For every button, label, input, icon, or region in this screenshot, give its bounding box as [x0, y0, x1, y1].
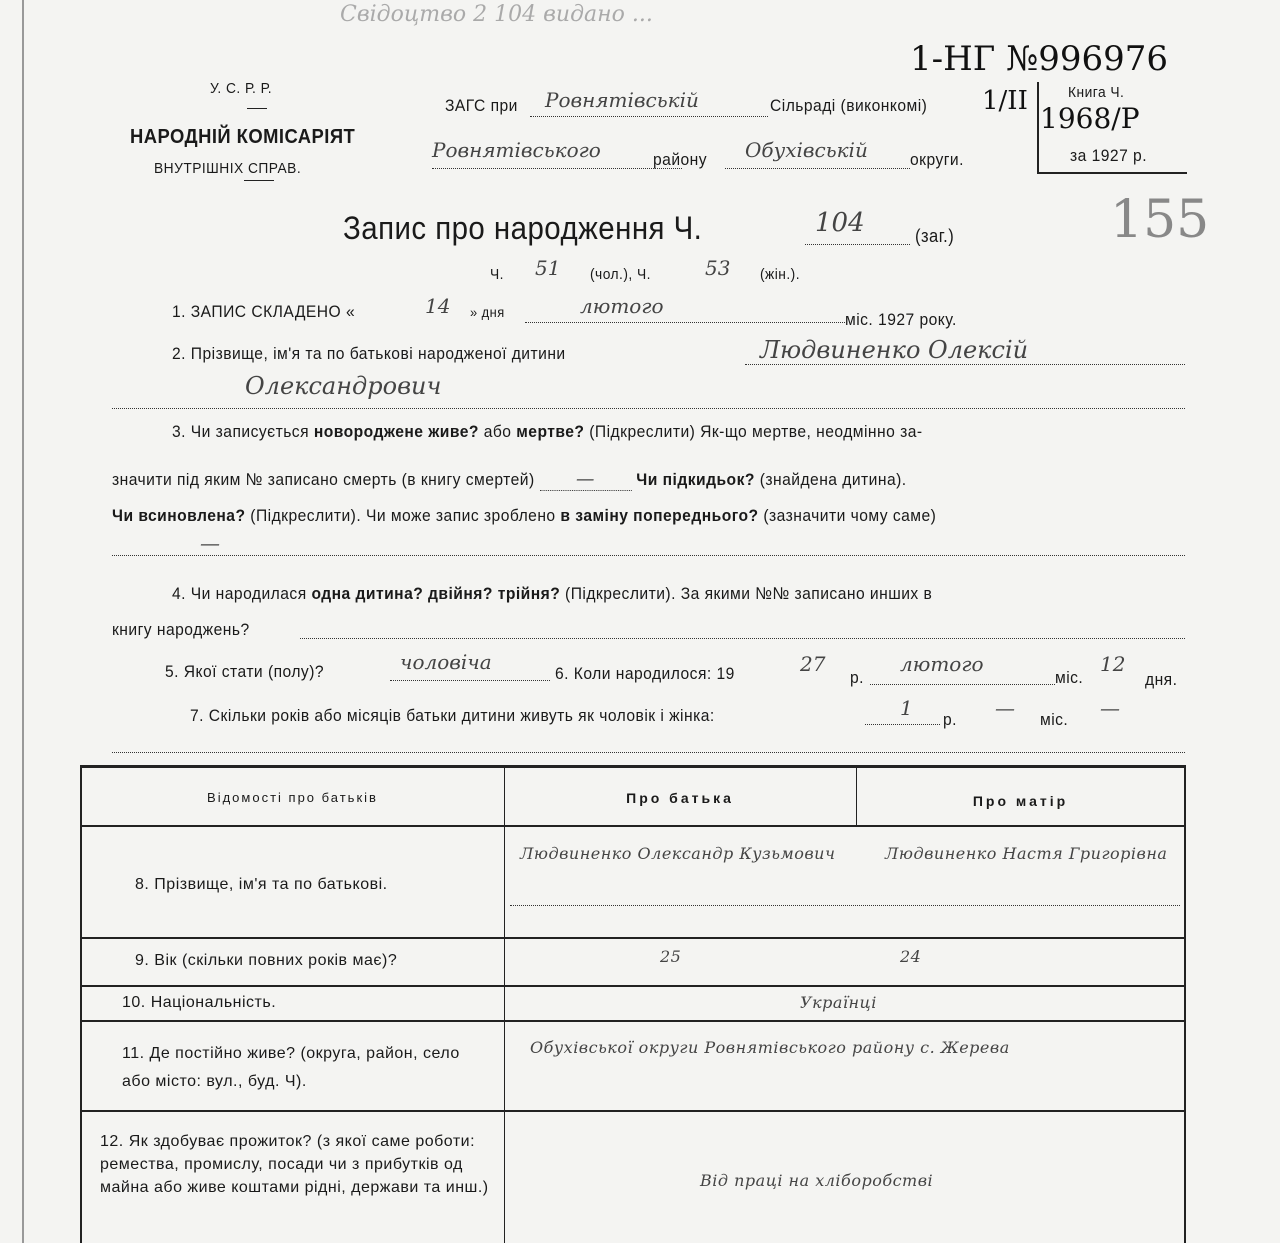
village-value: Ровнятівській	[545, 88, 699, 112]
item3-or: або	[483, 422, 512, 441]
council-label: Сільраді (виконкомі)	[770, 96, 928, 115]
okruha-value: Обухівській	[745, 138, 868, 162]
mother-name: Людвиненко Настя Григорівна	[885, 844, 1168, 863]
record-title: Запис про народження Ч.	[343, 210, 703, 246]
divider	[244, 180, 274, 181]
item3-text6: (зазначити чому саме)	[763, 506, 937, 525]
row10-label: 10. Національність.	[122, 994, 277, 1011]
item6-mis: міс.	[1055, 668, 1084, 687]
item3-line3	[112, 506, 936, 526]
together-months: —	[995, 696, 1015, 720]
item3-text3: значити під яким № записано смерть (в книгу смертей)	[112, 470, 535, 489]
box-border	[1037, 172, 1187, 174]
row11-label: 11. Де постійно живе? (округа, район, село або місто: вул., буд. Ч).	[122, 1045, 460, 1090]
item3-reason: —	[200, 531, 220, 555]
birth-day: 12	[1100, 652, 1126, 676]
item7-mis: міс.	[1040, 710, 1069, 729]
header-father: Про батька	[626, 790, 734, 806]
district-label: району	[653, 150, 708, 169]
item6-label: 6. Коли народилося: 19	[555, 664, 735, 683]
item3-text4: (знайдена дитина).	[759, 470, 907, 489]
year-label: за 1927 р.	[1070, 146, 1148, 165]
page-edge	[22, 0, 24, 1243]
district-value: Ровнятівського	[432, 138, 601, 162]
item3-line2	[112, 466, 907, 491]
item7-extra: —	[1100, 696, 1120, 720]
archive-number: 1968/Р	[1040, 102, 1140, 135]
nationality: Українці	[800, 993, 877, 1012]
father-age: 25	[660, 947, 682, 966]
serial-number: 1-НГ №996976	[910, 39, 1169, 79]
item4-text: 4. Чи народилася	[172, 584, 307, 603]
item1-label: 1. ЗАПИС СКЛАДЕНО «	[172, 302, 356, 321]
female-suffix: (жін.).	[760, 266, 801, 283]
row9-label: 9. Вік (скільки повних років має)?	[135, 952, 398, 969]
male-number: 51	[535, 256, 561, 280]
state-label: У. С. Р. Р.	[210, 80, 272, 97]
together-years: 1	[900, 696, 913, 720]
item3-replacement: в заміну попереднього?	[560, 506, 759, 525]
item4-text2: (Підкреслити). За якими №№ записано инших в	[565, 584, 933, 603]
department: ВНУТРІШНІХ СПРАВ.	[154, 160, 302, 177]
child-patronymic: Олександрович	[245, 372, 442, 400]
page-number: 155	[1110, 190, 1210, 250]
birth-month: лютого	[900, 652, 984, 676]
header-parents-info: Відомості про батьків	[207, 790, 378, 805]
residence: Обухівської округи Ровнятівського району с. Жерева	[530, 1038, 1010, 1057]
father-name: Людвиненко Олександр Кузьмович	[520, 844, 836, 863]
item1-day: 14	[425, 294, 451, 318]
item3-alive: новороджене живе?	[313, 422, 479, 441]
row12-label: 12. Як здобуває прожиток? (з якої саме роботи: ремества, промислу, посади чи з прибутків од майна або живе коштами рідні, держави та инш.)	[100, 1133, 489, 1196]
item2-label: 2. Прізвище, ім'я та по батькові народженої дитини	[172, 344, 566, 363]
item3-death-number: —	[539, 466, 631, 491]
female-number: 53	[705, 256, 731, 280]
item4-line1	[172, 584, 932, 604]
item6-r: р.	[850, 668, 864, 687]
male-label: Ч.	[490, 266, 504, 283]
item4-options: одна дитина? двійня? трійня?	[311, 584, 561, 603]
item3-adopted: Чи всиновлена?	[112, 506, 246, 525]
item3-line1	[172, 422, 923, 442]
item3-dead: мертве?	[516, 422, 585, 441]
occupation: Від праці на хліборобстві	[700, 1171, 934, 1190]
item3-text: 3. Чи записується	[172, 422, 310, 441]
item3-text2: (Підкреслити) Як-що мертве, неодмінно за-	[589, 422, 923, 441]
item6-dnia: дня.	[1145, 670, 1178, 689]
book-label: Книга Ч.	[1068, 84, 1125, 101]
child-name: Людвиненко Олексій	[760, 336, 1029, 364]
record-number: 104	[815, 208, 865, 238]
item5-label: 5. Якої стати (полу)?	[165, 662, 325, 681]
margin-note: Свідоцтво 2 104 видано ...	[340, 2, 653, 27]
item7-r: р.	[943, 710, 957, 729]
item3-text5: (Підкреслити). Чи може запис зроблено	[250, 506, 556, 525]
zags-label: ЗАГС при	[445, 96, 518, 115]
sex-value: чоловіча	[400, 650, 492, 674]
box-border	[1037, 82, 1039, 174]
male-suffix: (чол.), Ч.	[590, 266, 651, 283]
header-mother: Про матір	[972, 793, 1069, 809]
item1-end: міс. 1927 року.	[845, 310, 957, 329]
item3-foundling: Чи підкидьок?	[636, 470, 755, 489]
okruha-label: округи.	[910, 150, 964, 169]
item7-label: 7. Скільки років або місяців батьки дитини живуть як чоловік і жінка:	[190, 706, 715, 725]
mother-age: 24	[900, 947, 922, 966]
commissariat: НАРОДНІЙ КОМІСАРІЯТ	[130, 126, 356, 148]
item1-month: лютого	[580, 294, 664, 318]
birth-year: 27	[800, 652, 826, 676]
title-suffix: (заг.)	[915, 226, 955, 246]
item1-mid: » дня	[470, 304, 505, 320]
side-note: 1/ІІ	[982, 86, 1028, 116]
divider	[247, 108, 267, 109]
row8-label: 8. Прізвище, ім'я та по батькові.	[135, 876, 388, 893]
item4-line2: книгу народжень?	[112, 620, 250, 639]
